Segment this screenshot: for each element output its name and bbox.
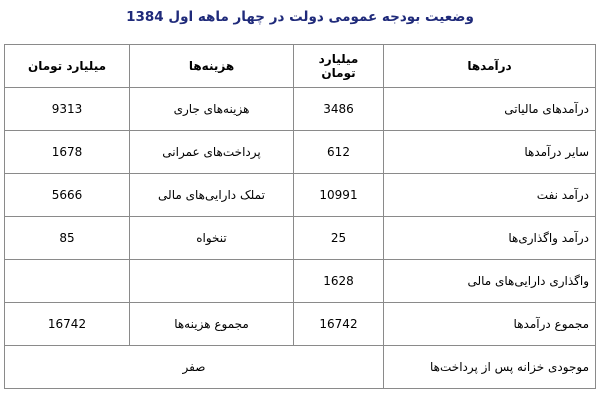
expense-value (5, 260, 130, 303)
treasury-value: صفر (5, 346, 384, 389)
expense-value: 5666 (5, 174, 130, 217)
header-expenses: هزینه‌ها (130, 45, 294, 88)
table-row (5, 88, 596, 131)
header-amount-expenses: میلیارد تومان (5, 45, 130, 88)
total-revenue-value: 16742 (294, 303, 384, 346)
total-expense-label: مجموع هزینه‌ها (130, 303, 294, 346)
treasury-row (5, 346, 596, 389)
revenue-label: درآمدهای مالیاتی (384, 88, 596, 131)
expense-label: پرداخت‌های عمرانی (130, 131, 294, 174)
total-revenue-label: مجموع درآمدها (384, 303, 596, 346)
expense-label: هزینه‌های جاری (130, 88, 294, 131)
expense-value: 85 (5, 217, 130, 260)
totals-row (5, 303, 596, 346)
expense-label: تملک دارایی‌های مالی (130, 174, 294, 217)
revenue-value: 1628 (294, 260, 384, 303)
expense-label: تنخواه (130, 217, 294, 260)
header-revenues: درآمدها (384, 45, 596, 88)
revenue-value: 3486 (294, 88, 384, 131)
treasury-label: موجودی خزانه پس از پرداخت‌ها (384, 346, 596, 389)
revenue-value: 10991 (294, 174, 384, 217)
expense-value: 9313 (5, 88, 130, 131)
revenue-label: درآمد نفت (384, 174, 596, 217)
table-row (5, 174, 596, 217)
revenue-value: 25 (294, 217, 384, 260)
revenue-label: سایر درآمدها (384, 131, 596, 174)
budget-table (4, 44, 596, 389)
page-title: وضعیت بودجه عمومی دولت در چهار ماهه اول 1384 (126, 9, 474, 25)
total-expense-value: 16742 (5, 303, 130, 346)
table-row (5, 131, 596, 174)
header-row (5, 45, 596, 88)
revenue-label: واگذاری دارایی‌های مالی (384, 260, 596, 303)
header-amount-revenues: میلیارد تومان (294, 45, 384, 88)
revenue-value: 612 (294, 131, 384, 174)
table-row (5, 260, 596, 303)
expense-value: 1678 (5, 131, 130, 174)
expense-label (130, 260, 294, 303)
table-row (5, 217, 596, 260)
revenue-label: درآمد واگذاری‌ها (384, 217, 596, 260)
